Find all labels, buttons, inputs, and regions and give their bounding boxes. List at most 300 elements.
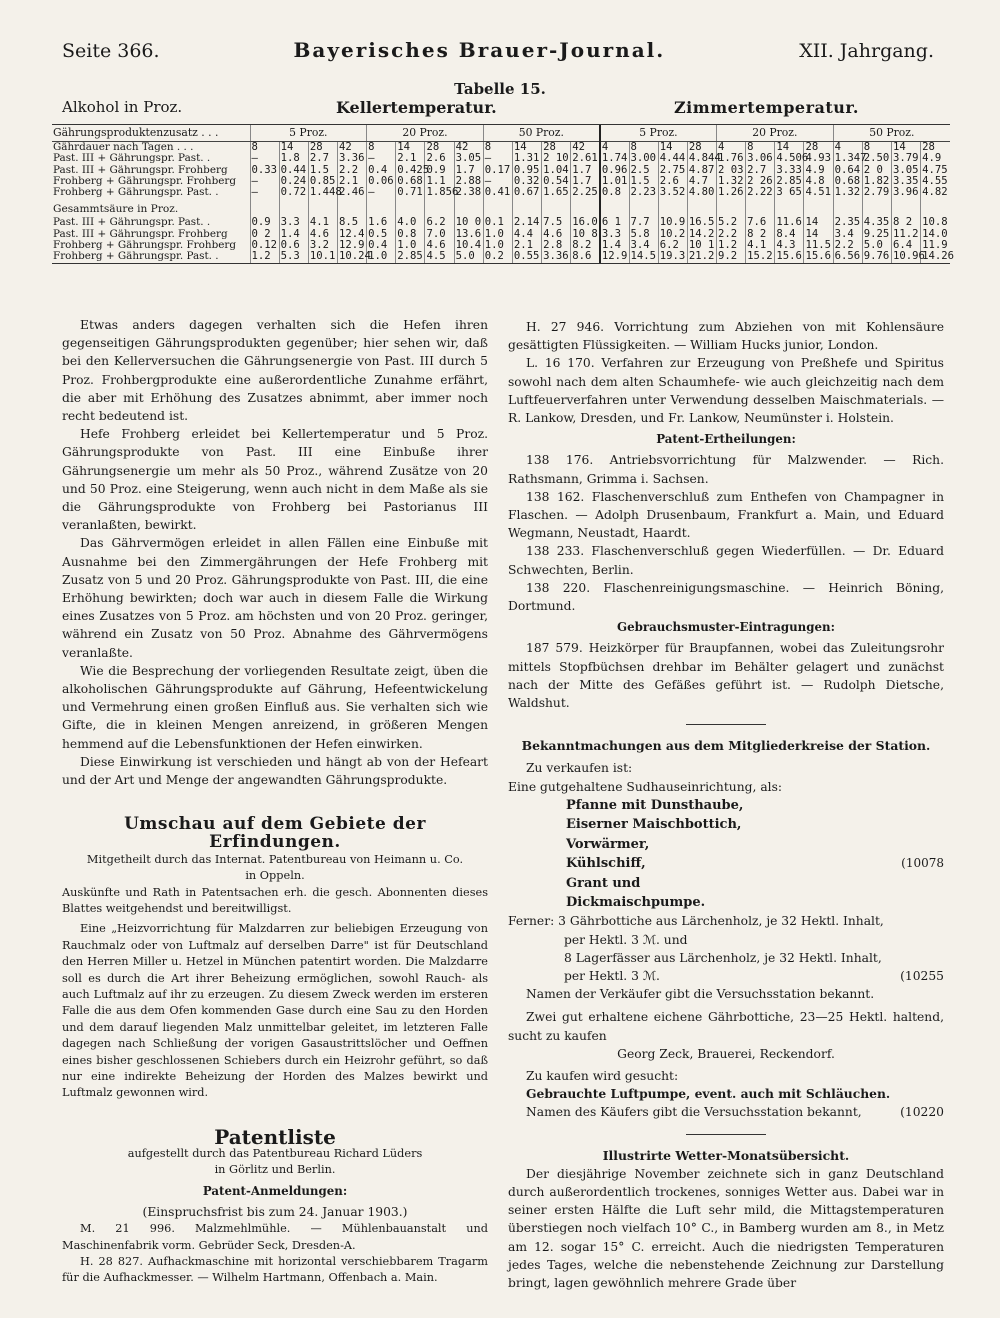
table-cell (512, 198, 541, 217)
divider (686, 724, 766, 725)
table-cell: 6.4 (891, 240, 920, 251)
table-cell (921, 198, 950, 217)
table-cell: — (483, 176, 512, 187)
table-cell: 14.0 (921, 229, 950, 240)
table-cell: 8 2 (891, 217, 920, 228)
table-cell: 28 (921, 142, 950, 154)
table-cell: 7.0 (425, 229, 454, 240)
table-cell: 14 (658, 142, 687, 154)
table-cell: 8 (862, 142, 891, 154)
table-cell: 0.8 (396, 229, 425, 240)
table-cell: 14.2 (687, 229, 716, 240)
table-cell: 6 1 (600, 217, 629, 228)
table-cell: 2.85 (775, 176, 804, 187)
table-cell: 7.6 (746, 217, 775, 228)
table-cell (629, 198, 658, 217)
table-cell: 1.7 (454, 165, 483, 176)
table-cell: 14 (804, 229, 833, 240)
table-cell: — (250, 153, 279, 164)
table-cell: 4.44 (658, 153, 687, 164)
table-cell: 8.5 (337, 217, 366, 228)
table-cell: 3.3 (600, 229, 629, 240)
table-cell: 3.36 (337, 153, 366, 164)
table-cell: 0.5 (367, 229, 396, 240)
wetter-title: Illustrirte Wetter-Monatsübersicht. (602, 1147, 850, 1163)
table-cell: 10 1 (687, 240, 716, 251)
table-number: Tabelle 15. (454, 80, 546, 98)
table-cell: 4.9 (804, 165, 833, 176)
table-row (52, 153, 950, 164)
table-cell: 1.74 (601, 152, 628, 165)
table-cell: 3.36 (542, 251, 571, 262)
table-cell: 2.79 (862, 187, 891, 198)
table-cell: 0.32 (512, 176, 541, 187)
table-cell: 14 (512, 142, 541, 154)
table-cell: 2.25 (571, 187, 600, 198)
table-cell: 3.4 (833, 229, 862, 240)
table-cell: 0.17 (483, 165, 512, 176)
ad-wanted-item: Gebrauchte Luftpumpe, event. auch mit Schläuchen. (526, 1086, 891, 1102)
table-cell: 8 2 (746, 229, 775, 240)
patent-entry: L. 16 170. Verfahren zur Erzeugung von Preßhefe und Spiritus sowohl nach dem alten Schaumhefe- wie auch gleichzeitig nach dem Luftfeuerverfahren unter Verwendung desselben Maischmaterials. — R. Lankow, Dresden, und Fr. Lankow, Neumünster i. Holstein. (508, 356, 944, 426)
table-cell: 14 (775, 142, 804, 154)
table-cell: 0.64 (833, 165, 862, 176)
zimmer-label: Zimmertemperatur. (674, 98, 859, 117)
patent-entry: M. 21 996. Malzmehlmühle. — Mühlenbauanstalt und Maschinenfabrik vorm. Gebrüder Seck, Dresden-A. (62, 1222, 488, 1252)
table-cell: 6.2 (658, 240, 687, 251)
anmeldungen-heading: Patent-Anmeldungen: (202, 1183, 348, 1198)
ad-item: Eiserner Maischbottich, (566, 817, 742, 833)
table-cell (746, 198, 775, 217)
table-cell (337, 198, 366, 217)
table-cell: 42 (337, 142, 366, 154)
table-cell (658, 198, 687, 217)
paragraph: Etwas anders dagegen verhalten sich die Hefen ihren gegenseitigen Gährungsprodukten gegenüber; hier sehen wir, daß bei den Kellerversuchen die Gährungsenergie von Past. III durch 5 Proz. Frohbergprodukte eine außerordentliche Zunahme erfährt, die aber mit Erhöhung des Zusatzes abnimmt, aber immer noch recht bedeutend ist. (62, 318, 488, 424)
table-cell: 1.5 (308, 165, 337, 176)
table-cell: 14 (804, 217, 833, 228)
data-table (52, 124, 954, 264)
ad-note: Namen der Verkäufer gibt die Versuchsstation bekannt. (526, 987, 875, 1002)
table-cell: 1.0 (367, 251, 396, 262)
table-cell: 0.24 (279, 176, 308, 187)
table-cell: — (483, 153, 512, 164)
ad-item: Grant und (566, 875, 641, 891)
row-label: Gährdauer nach Tagen . . . (53, 141, 194, 153)
table-cell: 1.2 (717, 240, 746, 251)
table-cell: 0.55 (512, 251, 541, 262)
table-cell: 2.85 (396, 251, 425, 262)
table-cell: 15.6 (775, 251, 804, 262)
table-cell: 2.6 (425, 153, 454, 164)
table-row (52, 251, 950, 262)
table-cell: 1.82 (862, 176, 891, 187)
table-cell: 16.0 (571, 217, 600, 228)
table-cell: 4.93 (804, 153, 833, 164)
table-cell: 28 (804, 142, 833, 154)
table-cell: 2.38 (454, 187, 483, 198)
table-cell: 2.88 (454, 176, 483, 187)
table-cell: 28 (687, 142, 716, 154)
table-cell: 2 26 (746, 176, 775, 187)
table-cell: 3.52 (658, 187, 687, 198)
table-cell: 2.2 (337, 165, 366, 176)
table-cell: 3.3 (279, 217, 308, 228)
table-cell: 10 8 (571, 229, 600, 240)
table-cell: 4.1 (308, 217, 337, 228)
ad-intro: Eine gutgehaltene Sudhauseinrichtung, als: (508, 779, 783, 794)
table-cell: 2.2 (717, 229, 746, 240)
bekanntmachungen-title: Bekanntmachungen aus dem Mitgliederkreise der Station. (521, 738, 931, 754)
table-cell: 1.01 (601, 174, 628, 187)
table-cell: 0.72 (279, 187, 308, 198)
table-cell: 1.0 (483, 229, 512, 240)
right-column (508, 318, 944, 1292)
table-cell: 2.14 (512, 217, 541, 228)
table-cell: 4.82 (921, 187, 950, 198)
table-cell: 5.8 (629, 229, 658, 240)
table-cell (600, 198, 629, 217)
table-cell: 9.2 (717, 251, 746, 262)
table-cell: 1.76 (717, 153, 746, 164)
table-cell: 0.8 (600, 187, 629, 198)
table-cell: 3.33 (775, 165, 804, 176)
table-cell: 4.35 (862, 217, 891, 228)
paragraph: Das Gährvermögen erleidet in allen Fällen eine Einbuße mit Ausnahme bei den Zimmergährungen der Hefe Frohberg mit Zusatz von 5 und 20 Proz. Gährungsprodukte von Past. III, die eine Erhöhung bewirkten; doch war auch in diesem Falle die Wirkung eines Zusatzes von 5 Proz. am höchsten und von 20 Proz. geringer, während ein Zusatz von 50 Proz. Abnahme des Gährvermögens veranlaßte. (62, 536, 488, 660)
ad-code: (10220 (900, 1105, 944, 1120)
ad-code: (10255 (900, 968, 944, 983)
table-cell: 10.1 (308, 251, 337, 262)
umschau-note: Auskünfte und Rath in Patentsachen erh. die gesch. Abonnenten dieses Blattes weitgehendst und bereitwilligst. (62, 885, 488, 915)
table-cell: 0.41 (483, 187, 512, 198)
table-header (62, 98, 934, 120)
group-header: 5 Proz. (600, 125, 717, 142)
patent-entry: H. 27 946. Vorrichtung zum Abziehen von mit Kohlensäure gesättigten Flüssigkeiten. — William Hucks junior, London. (508, 320, 944, 353)
table-cell: 10.2 (658, 229, 687, 240)
table-cell: 9.25 (862, 229, 891, 240)
table-cell: 6.2 (425, 217, 454, 228)
ad-ferner: Ferner: 3 Gährbottiche aus Lärchenholz, je 32 Hektl. Inhalt, (508, 914, 884, 929)
table-cell: 0.9 (250, 217, 279, 228)
ad-item-row (566, 854, 944, 873)
table-cell: 2.46 (337, 187, 366, 198)
table-cell: 4.0 (396, 217, 425, 228)
table-cell: 14 (279, 142, 308, 154)
table-cell: 0.54 (542, 176, 571, 187)
table-cell: 12.4 (337, 229, 366, 240)
page-header (62, 38, 934, 68)
table-cell: 28 (425, 142, 454, 154)
table-cell: 7.7 (629, 217, 658, 228)
table-cell: 1.7 (571, 176, 600, 187)
ad-code: (10078 (901, 856, 944, 871)
table-cell: 0.4 (367, 240, 396, 251)
volume-label: XII. Jahrgang. (799, 40, 934, 62)
umschau-location: in Oppeln. (245, 869, 305, 883)
table-cell: 4.3 (775, 240, 804, 251)
zusatz-label: Gährungsproduktenzusatz . . . (52, 125, 250, 142)
patent-entry: H. 28 827. Aufhackmaschine mit horizontal verschiebbarem Tragarm für die Aufhackmesser. — Wilhelm Hartmann, Offenbach a. Main. (62, 1255, 488, 1285)
table-cell: 1.1 (425, 176, 454, 187)
table-cell: 4.8 (804, 176, 833, 187)
group-header: 50 Proz. (483, 125, 600, 142)
table-cell: — (367, 187, 396, 198)
table-cell: 2.75 (658, 165, 687, 176)
paragraph: Diese Einwirkung ist verschieden und hängt ab von der Hefeart und der Art und Menge der angewandten Gährungsprodukte. (62, 754, 488, 788)
table-cell: 1.65 (542, 187, 571, 198)
keller-label: Kellertemperatur. (336, 98, 497, 117)
table-cell: 1.6 (367, 217, 396, 228)
table-cell: 11.6 (775, 217, 804, 228)
table-cell: 12.9 (601, 250, 628, 263)
table-cell: 0.68 (833, 176, 862, 187)
table-cell: 1.32 (833, 187, 862, 198)
patent-entry: 187 579. Heizkörper für Braupfannen, wobei das Zuleitungsrohr mittels Stopfbüchsen drehbar im Behälter gelagert und zunächst nach der Mitte des Gefäßes geführt ist. — Rudolph Dietsche, Waldshut. (508, 641, 944, 711)
table-cell: 7.5 (542, 217, 571, 228)
table-cell: 4.75 (921, 165, 950, 176)
table-cell: 2.1 (512, 240, 541, 251)
ad-item-list (508, 796, 944, 912)
table-cell: 0.67 (512, 187, 541, 198)
table-cell: 14.26 (922, 250, 954, 263)
table-cell: 3.35 (891, 176, 920, 187)
table-cell (833, 198, 862, 217)
umschau-title: Umschau auf dem Gebiete der Erfindungen. (124, 814, 426, 853)
table-cell: 11.5 (804, 240, 833, 251)
table-cell: 10.9 (658, 217, 687, 228)
left-column (62, 316, 488, 1287)
table-cell: 5.2 (717, 217, 746, 228)
table-cell: 0.33 (250, 165, 279, 176)
table-cell: 5.0 (862, 240, 891, 251)
table-cell: 3.05 (454, 153, 483, 164)
table-cell: 4.7 (687, 176, 716, 187)
patent-entry: 138 233. Flaschenverschluß gegen Wiederfüllen. — Dr. Eduard Schwechten, Berlin. (508, 544, 944, 577)
group-header: 50 Proz. (833, 125, 950, 142)
table-cell (396, 198, 425, 217)
table-cell: 28 (308, 142, 337, 154)
table-cell: 0.9 (425, 165, 454, 176)
table-cell (454, 198, 483, 217)
table-cell: 10.8 (921, 217, 950, 228)
gebrauchsmuster-heading: Gebrauchsmuster-Eintragungen: (617, 620, 835, 635)
table-cell: 1.448 (309, 186, 342, 199)
table-cell: 1.04 (542, 165, 571, 176)
table-cell: 3 65 (775, 187, 804, 198)
patent-entry: 138 176. Antriebsvorrichtung für Malzwender. — Rich. Rathsmann, Grimma i. Sachsen. (508, 453, 944, 486)
table-cell: 8 (746, 142, 775, 154)
table-cell: 10.24 (338, 250, 371, 263)
table-cell: 1.4 (279, 229, 308, 240)
table-cell: — (367, 153, 396, 164)
table-cell: 0.06 (367, 176, 396, 187)
table-cell: — (250, 187, 279, 198)
table-cell (483, 198, 512, 217)
table-cell: 15.6 (804, 251, 833, 262)
group-header: 5 Proz. (250, 125, 367, 142)
table-cell: 8 (483, 142, 512, 154)
table-cell: 11.2 (891, 229, 920, 240)
table-cell: 5.3 (279, 251, 308, 262)
table-cell: 0.6 (279, 240, 308, 251)
table-cell (308, 198, 337, 217)
table-cell: 1.5 (629, 176, 658, 187)
ad-item: Dickmaischpumpe. (566, 894, 706, 910)
row-label: Frohberg + Gährungspr. Past. . (53, 186, 219, 199)
table-cell: 4.506 (776, 152, 809, 165)
alkohol-label: Alkohol in Proz. (62, 98, 183, 116)
table-cell: 1.0 (483, 240, 512, 251)
table-cell: 1.7 (571, 165, 600, 176)
ad-ferner: 8 Lagerfässer aus Lärchenholz, je 32 Hektl. Inhalt, (564, 950, 882, 965)
patent-entry: 138 220. Flaschenreinigungsmaschine. — Heinrich Böning, Dortmund. (508, 580, 944, 614)
table-cell: 5.0 (454, 251, 483, 262)
ad-wanted: Zwei gut erhaltene eichene Gährbottiche, 23—25 Hektl. haltend, sucht zu kaufen (508, 1010, 944, 1043)
table-cell: 4.9 (921, 153, 950, 164)
table-cell (367, 198, 396, 217)
ad-ferner-price: per Hektl. 3 ℳ. und (564, 932, 688, 947)
table-cell: 2.1 (396, 153, 425, 164)
umschau-paragraph: Eine „Heizvorrichtung für Malzdarren zur beliebigen Erzeugung von Rauchmalz oder von Luftmalz auf derselben Darre" ist für Deutschland den Herren Miller u. Hetzel in München patentirt worden. Die Malzdarre soll es durch die Art ihrer Beheizung ermöglichen, sowohl Rauch- als auch Luftmalz auf ihr zu erzeugen. Zu diesem Zweck werden im ersteren Falle die aus dem Ofen kommenden Gase durch eine Sau zu den Horden und dem darauf liegenden Malz unmittelbar geleitet, im letzteren Falle dagegen nach Schließung der vorigen Gasaustrittslöcher und Oeffnen eines bisher geschlossenen Schiebers durch ein Heizrohr geführt, so daß nur eine indirekte Beheizung der Horden des Malzes bewirkt und Luftmalz gewonnen wird. (62, 922, 488, 1100)
table-cell: 8 (367, 142, 396, 154)
table-cell: 15.2 (746, 251, 775, 262)
table-cell: 4.6 (542, 229, 571, 240)
table-cell: 1.8 (279, 153, 308, 164)
patentliste-location: in Görlitz und Berlin. (214, 1163, 336, 1177)
table-cell: 3.96 (891, 187, 920, 198)
patentliste-subtitle: aufgestellt durch das Patentbureau Richard Lüders (127, 1146, 423, 1160)
table-cell: 0.1 (483, 217, 512, 228)
table-cell: 1.32 (717, 176, 746, 187)
table-cell: 2 10 (542, 153, 571, 164)
table-cell: 2.35 (833, 217, 862, 228)
table-cell: 0.85 (308, 176, 337, 187)
row-label: Past. III + Gährungspr. Frohberg (53, 163, 228, 176)
table-cell: 2.61 (571, 153, 600, 164)
table-cell: 3.06 (746, 153, 775, 164)
table-cell: — (250, 176, 279, 187)
table-cell: 10.4 (454, 240, 483, 251)
table-cell: 14.5 (629, 251, 658, 262)
table-cell: 2.8 (542, 240, 571, 251)
paragraph: Hefe Frohberg erleidet bei Kellertemperatur und 5 Proz. Gährungsprodukte von Past. III eine Einbuße ihrer Gährungsenergie um mehr als 50 Proz., während Zusätze von 20 und 50 Proz. eine Steigerung, wenn auch nicht in dem Maße als sie die Gährungsprodukte von Frohberg bei Pastorianus III veranlaßten, bewirkt. (62, 427, 488, 533)
divider (686, 1134, 766, 1135)
table-cell: 0.12 (250, 240, 279, 251)
ad-note: Namen des Käufers gibt die Versuchsstation bekannt, (526, 1105, 862, 1120)
table-cell: 16.5 (687, 217, 716, 228)
einspruchsfrist: (Einspruchsfrist bis zum 24. Januar 1903.) (142, 1205, 408, 1219)
table-cell: 8 (629, 142, 658, 154)
table-cell: 3.05 (891, 165, 920, 176)
ad-ferner-price: per Hektl. 3 ℳ. (564, 968, 660, 983)
table-cell: 42 (571, 142, 600, 154)
paragraph: Wie die Besprechung der vorliegenden Resultate zeigt, üben die alkoholischen Gährungsprodukte auf Gährung, Hefeentwickelung und Vermehrung einen großen Einfluß aus. Sie verhalten sich wie Gifte, die in kleinen Mengen anreizend, in größeren Mengen hemmend auf die Lebensfunktionen der Hefen einwirken. (62, 663, 488, 751)
patent-entry: 138 162. Flaschenverschluß zum Enthefen von Champagner in Flaschen. — Adolph Drusenbaum, Frankfurt a. Main, und Eduard Wegmann, Neustadt, Haardt. (508, 489, 944, 541)
row-label: Past. III + Gährungspr. Frohberg (53, 227, 228, 240)
table-cell: 3.79 (891, 153, 920, 164)
table-cell: 2.2 (833, 240, 862, 251)
table-cell: 2.6 (658, 176, 687, 187)
table-cell: 14 (891, 142, 920, 154)
table-cell: 14 (396, 142, 425, 154)
table-cell: 0.96 (601, 163, 628, 176)
table-cell: 4 (833, 142, 862, 154)
table-cell: 1.0 (396, 240, 425, 251)
table-cell: 11.9 (921, 240, 950, 251)
table-cell: 2.23 (629, 187, 658, 198)
table-cell: 1.2 (250, 251, 279, 262)
table-cell: 4.6 (425, 240, 454, 251)
table-cell (571, 198, 600, 217)
zu-verkaufen: Zu verkaufen ist: (526, 761, 633, 776)
table-cell: 13.6 (454, 229, 483, 240)
table-cell: 3.4 (629, 240, 658, 251)
table-cell: 3.2 (308, 240, 337, 251)
table-cell: 42 (454, 142, 483, 154)
table-cell: 8 (250, 142, 279, 154)
table-cell: 2.1 (337, 176, 366, 187)
group-header: 20 Proz. (717, 125, 834, 142)
ad-note-row (508, 1103, 944, 1121)
table-cell: 10.96 (892, 250, 925, 263)
table-cell: 2.7 (308, 153, 337, 164)
table-cell: 2.7 (746, 165, 775, 176)
ad-item: Pfanne mit Dunsthaube, (566, 797, 744, 813)
table-cell: 4.4 (512, 229, 541, 240)
row-label: Frohberg + Gährungspr. Frohberg (53, 239, 237, 252)
row-label: Frohberg + Gährungspr. Past. . (53, 250, 219, 263)
table-cell (542, 198, 571, 217)
page-number: Seite 366. (62, 40, 160, 62)
table-cell: 1.856 (426, 186, 459, 199)
table-cell: 1.26 (717, 187, 746, 198)
ad-ferner-row (508, 967, 944, 985)
section-label: Gesammtsäure in Proz. (53, 203, 179, 216)
table-cell (862, 198, 891, 217)
table-cell: 4.80 (687, 187, 716, 198)
table-cell: 12.9 (337, 240, 366, 251)
table-cell: 8.2 (571, 240, 600, 251)
row-label: Past. III + Gährungspr. Past. . (53, 152, 211, 165)
table-cell: 4.87 (687, 165, 716, 176)
table-cell: 0 2 (250, 229, 279, 240)
table-cell: 2 03 (717, 165, 746, 176)
table-cell: 2.5 (629, 165, 658, 176)
table-cell: 0.425 (397, 163, 430, 176)
umschau-subtitle: Mitgetheilt durch das Internat. Patentbureau von Heimann u. Co. (86, 852, 464, 866)
ad-item: Vorwärmer, (566, 836, 650, 852)
ertheilungen-heading: Patent-Ertheilungen: (656, 432, 796, 447)
table-cell: 0.2 (483, 251, 512, 262)
zu-kaufen: Zu kaufen wird gesucht: (526, 1068, 679, 1083)
table-cell: 1.4 (600, 240, 629, 251)
table-cell: 4 (600, 142, 629, 154)
table-cell: 2 0 (862, 165, 891, 176)
table-cell: 21.2 (687, 251, 716, 262)
table-cell: 4 (717, 142, 746, 154)
table-cell: 4.51 (804, 187, 833, 198)
table-header-row (52, 125, 950, 142)
table-cell: 28 (542, 142, 571, 154)
table-cell (250, 198, 279, 217)
table-cell: 4.5 (425, 251, 454, 262)
table-cell: 4.844 (688, 152, 721, 165)
table-cell: 2.22 (746, 187, 775, 198)
table-cell: 6.56 (833, 251, 862, 262)
table-cell: 8.6 (571, 251, 600, 262)
wetter-paragraph: Der diesjährige November zeichnete sich in ganz Deutschland durch außerordentlich trockenes, sonniges Wetter aus. Dabei war in seiner ersten Hälfte die Luft sehr mild, die Mittagstemperaturen überstiegen noch vielfach 10° C., in Bamberg wurden am 8., in Metz am 12. sogar 15° C. erreicht. Auch die niedrigsten Temperaturen jedes Tages, welche die nebenstehende Zeichnung zur Darstellung bringt, lagen gewöhnlich mehrere Grade über (508, 1166, 944, 1290)
table-cell: 19.3 (658, 251, 687, 262)
section-row (52, 198, 950, 217)
